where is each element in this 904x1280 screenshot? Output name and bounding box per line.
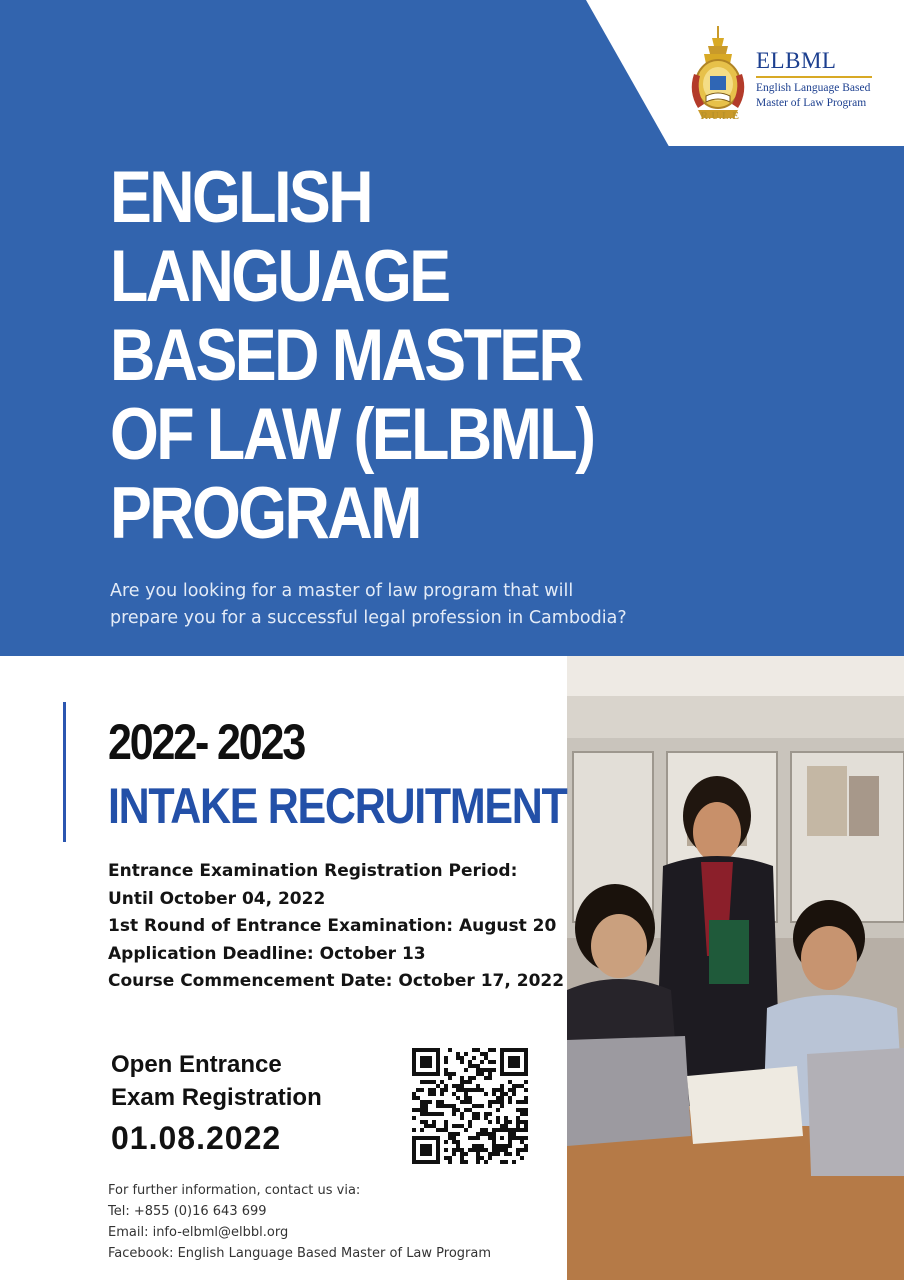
- schedule-list: [108, 858, 565, 996]
- schedule-item: Entrance Examination Registration Period:: [108, 861, 518, 881]
- headline-line-1: ENGLISH: [110, 157, 371, 238]
- intake-title: INTAKE RECRUITMENT: [108, 778, 567, 834]
- open-registration-line1: Open Entrance: [111, 1051, 282, 1078]
- schedule-item: Course Commencement Date: October 17, 2022: [108, 971, 565, 991]
- students-photo: [567, 656, 904, 1280]
- headline-line-2: LANGUAGE: [110, 236, 449, 317]
- intro-line-2: prepare you for a successful legal profession in Cambodia?: [110, 608, 627, 628]
- schedule-item: Until October 04, 2022: [108, 888, 326, 909]
- schedule-item: Application Deadline: October 13: [108, 943, 426, 964]
- open-registration-line2: Exam Registration: [111, 1084, 322, 1111]
- logo-subtitle-line2: Master of Law Program: [756, 97, 867, 109]
- intake-year: 2022- 2023: [108, 714, 305, 770]
- logo-subtitle-line1: English Language Based: [756, 82, 871, 94]
- logo-name: ELBML: [756, 48, 837, 73]
- program-headline: [110, 157, 594, 554]
- accent-bar: [63, 702, 66, 842]
- open-registration-date: 01.08.2022: [111, 1120, 282, 1156]
- open-registration-label: [111, 1048, 391, 1114]
- schedule-item: 1st Round of Entrance Examination: August 20: [108, 916, 557, 936]
- contact-facebook[interactable]: Facebook: English Language Based Master of Law Program: [108, 1246, 492, 1261]
- contact-info: [108, 1180, 558, 1264]
- headline-line-3: BASED MASTER: [110, 315, 582, 396]
- headline-line-5: PROGRAM: [110, 473, 420, 554]
- students-photo-illustration: [567, 656, 904, 1280]
- qr-code[interactable]: [412, 1048, 528, 1164]
- contact-phone: Tel: +855 (0)16 643 699: [108, 1204, 267, 1219]
- logo-subtitle: [756, 81, 896, 111]
- intro-line-1: Are you looking for a master of law program that will: [110, 581, 574, 601]
- headline-line-4: OF LAW (ELBML): [110, 394, 594, 475]
- contact-email[interactable]: Email: info-elbml@elbbl.org: [108, 1225, 289, 1240]
- intro-text: [110, 578, 710, 632]
- contact-intro: For further information, contact us via:: [108, 1183, 361, 1198]
- logo-divider: [756, 76, 872, 78]
- institution-initials: R.U.L.E: [700, 111, 740, 122]
